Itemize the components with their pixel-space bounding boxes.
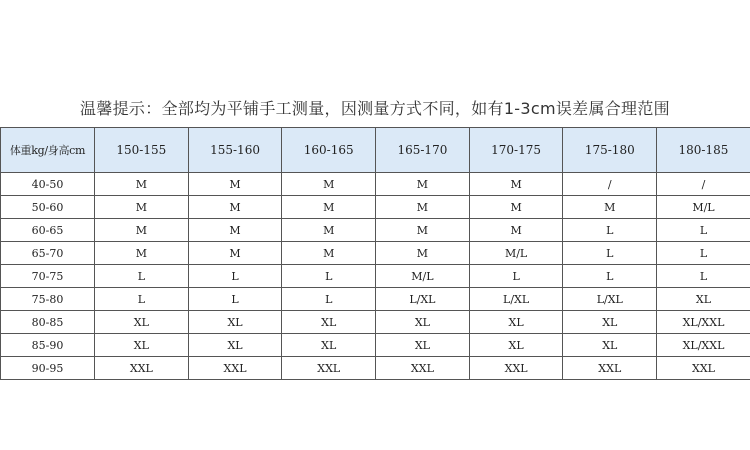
table-row <box>1 334 750 357</box>
weight-cell: 40-50 <box>1 173 95 196</box>
size-cell: M <box>376 173 470 196</box>
size-cell: L/XL <box>469 288 563 311</box>
size-cell: M <box>563 196 657 219</box>
table-row <box>1 219 750 242</box>
size-cell: M <box>188 219 282 242</box>
corner-header: 体重kg/身高cm <box>1 128 95 173</box>
size-cell: L/XL <box>376 288 470 311</box>
size-cell: M <box>469 173 563 196</box>
size-cell: XXL <box>376 357 470 380</box>
weight-cell: 90-95 <box>1 357 95 380</box>
size-cell: XXL <box>282 357 376 380</box>
size-cell: L <box>563 242 657 265</box>
size-cell: XL <box>563 334 657 357</box>
table-row <box>1 173 750 196</box>
size-cell: XL/XXL <box>657 311 750 334</box>
size-cell: L <box>657 219 750 242</box>
size-cell: L <box>95 265 189 288</box>
size-cell: M <box>282 219 376 242</box>
table-row <box>1 242 750 265</box>
size-chart-table <box>0 127 750 380</box>
size-cell: XL <box>282 311 376 334</box>
table-row <box>1 357 750 380</box>
size-cell: XL/XXL <box>657 334 750 357</box>
size-cell: XXL <box>657 357 750 380</box>
weight-cell: 75-80 <box>1 288 95 311</box>
size-cell: L <box>282 288 376 311</box>
height-header: 170-175 <box>469 128 563 173</box>
size-cell: XL <box>95 311 189 334</box>
size-cell: M <box>376 219 470 242</box>
size-cell: XXL <box>563 357 657 380</box>
size-cell: M/L <box>376 265 470 288</box>
table-row <box>1 288 750 311</box>
height-header: 175-180 <box>563 128 657 173</box>
weight-cell: 80-85 <box>1 311 95 334</box>
size-cell: M <box>469 196 563 219</box>
size-cell: M <box>188 196 282 219</box>
weight-cell: 50-60 <box>1 196 95 219</box>
size-cell: XL <box>95 334 189 357</box>
size-cell: M <box>188 173 282 196</box>
table-row <box>1 196 750 219</box>
size-cell: M <box>376 196 470 219</box>
weight-cell: 65-70 <box>1 242 95 265</box>
size-cell: XL <box>657 288 750 311</box>
size-cell: XL <box>376 311 470 334</box>
height-header: 150-155 <box>95 128 189 173</box>
size-cell: L <box>657 242 750 265</box>
size-cell: L <box>657 265 750 288</box>
size-cell: M <box>376 242 470 265</box>
size-cell: / <box>657 173 750 196</box>
size-cell: / <box>563 173 657 196</box>
size-cell: L <box>563 219 657 242</box>
size-cell: L <box>95 288 189 311</box>
size-cell: L <box>188 288 282 311</box>
table-row <box>1 311 750 334</box>
size-cell: XL <box>282 334 376 357</box>
size-cell: XXL <box>469 357 563 380</box>
size-cell: XL <box>469 334 563 357</box>
size-cell: L <box>563 265 657 288</box>
size-notice: 温馨提示：全部均为平铺手工测量，因测量方式不同，如有1-3cm误差属合理范围 <box>80 99 670 118</box>
size-cell: M/L <box>657 196 750 219</box>
size-cell: M <box>188 242 282 265</box>
height-header: 180-185 <box>657 128 750 173</box>
weight-cell: 85-90 <box>1 334 95 357</box>
size-cell: M <box>95 219 189 242</box>
size-cell: XXL <box>188 357 282 380</box>
height-header: 160-165 <box>282 128 376 173</box>
height-header: 155-160 <box>188 128 282 173</box>
size-cell: L/XL <box>563 288 657 311</box>
weight-cell: 70-75 <box>1 265 95 288</box>
size-cell: M/L <box>469 242 563 265</box>
size-cell: M <box>95 242 189 265</box>
header-row <box>1 128 750 173</box>
size-cell: L <box>469 265 563 288</box>
size-cell: M <box>469 219 563 242</box>
size-cell: M <box>282 173 376 196</box>
weight-cell: 60-65 <box>1 219 95 242</box>
size-cell: XXL <box>95 357 189 380</box>
size-cell: XL <box>188 311 282 334</box>
size-cell: XL <box>563 311 657 334</box>
size-cell: M <box>95 196 189 219</box>
size-cell: M <box>95 173 189 196</box>
size-cell: M <box>282 196 376 219</box>
size-cell: M <box>282 242 376 265</box>
table-row <box>1 265 750 288</box>
size-cell: XL <box>376 334 470 357</box>
size-cell: XL <box>188 334 282 357</box>
size-cell: L <box>282 265 376 288</box>
height-header: 165-170 <box>376 128 470 173</box>
size-cell: L <box>188 265 282 288</box>
size-cell: XL <box>469 311 563 334</box>
